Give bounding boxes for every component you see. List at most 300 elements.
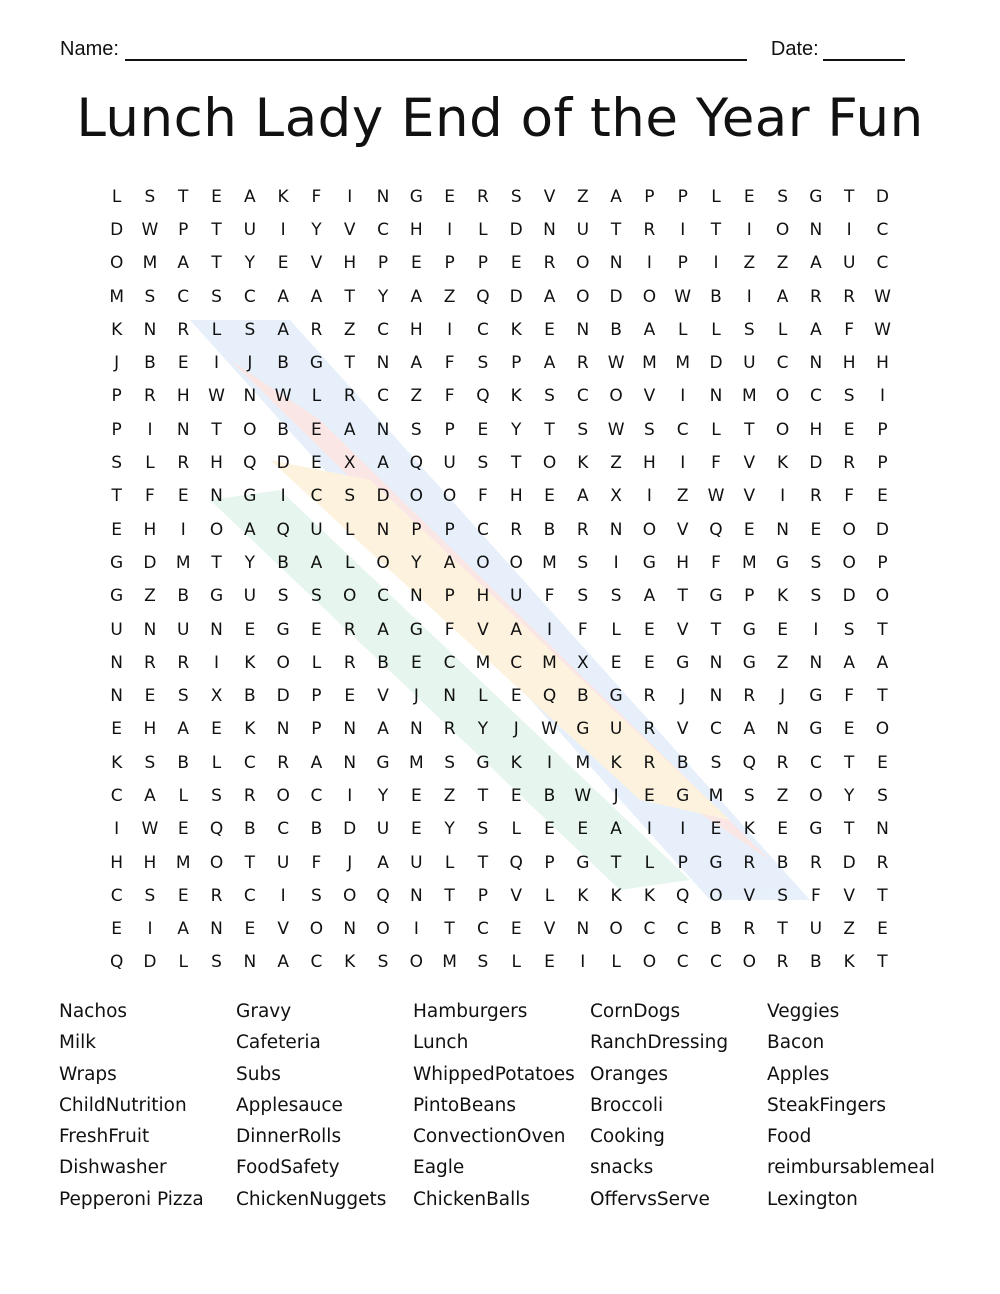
grid-letter[interactable]: C bbox=[510, 652, 523, 673]
grid-letter[interactable]: V bbox=[543, 919, 556, 940]
grid-letter[interactable]: E bbox=[510, 686, 522, 707]
grid-letter[interactable]: S bbox=[743, 319, 755, 340]
grid-letter[interactable]: L bbox=[544, 885, 555, 906]
grid-letter[interactable]: R bbox=[776, 752, 789, 773]
grid-letter[interactable]: I bbox=[746, 286, 752, 307]
grid-letter[interactable]: I bbox=[447, 319, 453, 340]
grid-letter[interactable]: D bbox=[276, 453, 290, 474]
grid-letter[interactable]: K bbox=[743, 819, 755, 840]
grid-letter[interactable]: C bbox=[710, 719, 722, 740]
grid-letter[interactable]: G bbox=[110, 552, 124, 573]
grid-letter[interactable]: G bbox=[709, 586, 723, 607]
grid-letter[interactable]: S bbox=[277, 586, 289, 607]
grid-letter[interactable]: N bbox=[409, 586, 423, 607]
grid-letter[interactable]: C bbox=[876, 219, 889, 240]
grid-letter[interactable]: C bbox=[377, 586, 389, 607]
grid-letter[interactable]: S bbox=[510, 186, 522, 207]
grid-letter[interactable]: C bbox=[476, 519, 489, 540]
grid-letter[interactable]: T bbox=[178, 186, 189, 207]
grid-letter[interactable]: D bbox=[609, 286, 623, 307]
grid-letter[interactable]: S bbox=[311, 586, 322, 607]
grid-letter[interactable]: N bbox=[709, 686, 723, 707]
grid-letter[interactable]: Y bbox=[411, 552, 422, 573]
grid-letter[interactable]: R bbox=[177, 319, 190, 340]
grid-letter[interactable]: E bbox=[877, 486, 888, 507]
grid-letter[interactable]: I bbox=[413, 919, 419, 940]
grid-letter[interactable]: K bbox=[344, 952, 356, 973]
grid-letter[interactable]: B bbox=[277, 552, 289, 573]
grid-letter[interactable]: O bbox=[476, 552, 490, 573]
grid-letter[interactable]: O bbox=[875, 586, 890, 607]
grid-letter[interactable]: U bbox=[276, 852, 290, 873]
grid-letter[interactable]: Z bbox=[443, 785, 456, 806]
grid-letter[interactable]: L bbox=[311, 652, 322, 673]
grid-letter[interactable]: I bbox=[680, 453, 686, 474]
grid-letter[interactable]: L bbox=[311, 386, 322, 407]
grid-letter[interactable]: V bbox=[743, 486, 756, 507]
grid-letter[interactable]: F bbox=[478, 486, 488, 507]
grid-letter[interactable]: R bbox=[177, 453, 190, 474]
grid-letter[interactable]: O bbox=[609, 919, 623, 940]
grid-letter[interactable]: F bbox=[311, 852, 322, 873]
grid-letter[interactable]: O bbox=[276, 652, 290, 673]
grid-letter[interactable]: J bbox=[347, 852, 353, 873]
grid-letter[interactable]: O bbox=[709, 885, 723, 906]
grid-letter[interactable]: C bbox=[377, 386, 389, 407]
grid-letter[interactable]: M bbox=[408, 752, 424, 773]
grid-letter[interactable]: E bbox=[877, 752, 888, 773]
grid-letter[interactable]: I bbox=[646, 819, 652, 840]
grid-letter[interactable]: J bbox=[780, 686, 786, 707]
grid-letter[interactable]: E bbox=[743, 519, 755, 540]
grid-letter[interactable]: L bbox=[178, 952, 188, 973]
grid-letter[interactable]: O bbox=[309, 919, 324, 940]
grid-letter[interactable]: E bbox=[111, 719, 123, 740]
grid-letter[interactable]: E bbox=[544, 819, 555, 840]
grid-letter[interactable]: S bbox=[477, 952, 489, 973]
grid-letter[interactable]: P bbox=[677, 186, 688, 207]
grid-letter[interactable]: K bbox=[777, 586, 789, 607]
grid-letter[interactable]: C bbox=[710, 952, 722, 973]
grid-letter[interactable]: Z bbox=[843, 919, 855, 940]
grid-letter[interactable]: E bbox=[777, 819, 788, 840]
grid-letter[interactable]: E bbox=[610, 652, 622, 673]
grid-letter[interactable]: B bbox=[277, 353, 289, 374]
grid-letter[interactable]: O bbox=[576, 286, 590, 307]
grid-letter[interactable]: H bbox=[509, 486, 523, 507]
grid-letter[interactable]: O bbox=[442, 486, 457, 507]
grid-letter[interactable]: R bbox=[477, 186, 489, 207]
grid-letter[interactable]: V bbox=[676, 719, 689, 740]
grid-letter[interactable]: E bbox=[311, 453, 322, 474]
grid-letter[interactable]: L bbox=[444, 852, 455, 873]
grid-letter[interactable]: K bbox=[277, 186, 289, 207]
grid-letter[interactable]: M bbox=[575, 752, 591, 773]
grid-letter[interactable]: R bbox=[643, 719, 656, 740]
grid-letter[interactable]: Q bbox=[542, 686, 557, 707]
grid-letter[interactable]: A bbox=[776, 286, 789, 307]
grid-letter[interactable]: T bbox=[444, 919, 455, 940]
grid-letter[interactable]: S bbox=[344, 486, 356, 507]
grid-letter[interactable]: J bbox=[413, 686, 419, 707]
grid-letter[interactable]: Q bbox=[376, 885, 390, 906]
grid-letter[interactable]: N bbox=[210, 486, 223, 507]
grid-letter[interactable]: K bbox=[777, 453, 789, 474]
grid-letter[interactable]: A bbox=[576, 486, 589, 507]
grid-letter[interactable]: S bbox=[644, 419, 655, 440]
grid-letter[interactable]: O bbox=[209, 519, 224, 540]
grid-letter[interactable]: A bbox=[510, 619, 523, 640]
grid-letter[interactable]: P bbox=[677, 253, 688, 274]
grid-letter[interactable]: I bbox=[147, 419, 153, 440]
grid-letter[interactable]: H bbox=[409, 319, 423, 340]
grid-letter[interactable]: E bbox=[877, 919, 888, 940]
grid-letter[interactable]: N bbox=[376, 186, 390, 207]
grid-letter[interactable]: O bbox=[842, 552, 856, 573]
grid-letter[interactable]: P bbox=[877, 552, 888, 573]
grid-letter[interactable]: G bbox=[409, 186, 423, 207]
grid-letter[interactable]: B bbox=[610, 319, 622, 340]
grid-letter[interactable]: E bbox=[843, 719, 855, 740]
grid-letter[interactable]: A bbox=[277, 952, 289, 973]
grid-letter[interactable]: R bbox=[310, 319, 323, 340]
grid-letter[interactable]: N bbox=[709, 652, 723, 673]
grid-letter[interactable]: J bbox=[247, 353, 253, 374]
grid-letter[interactable]: E bbox=[477, 419, 489, 440]
grid-letter[interactable]: H bbox=[643, 453, 656, 474]
grid-letter[interactable]: D bbox=[110, 219, 124, 240]
grid-letter[interactable]: I bbox=[280, 219, 286, 240]
grid-letter[interactable]: E bbox=[510, 253, 522, 274]
grid-letter[interactable]: E bbox=[644, 652, 655, 673]
grid-letter[interactable]: Y bbox=[843, 785, 855, 806]
grid-letter[interactable]: A bbox=[410, 353, 423, 374]
grid-letter[interactable]: E bbox=[177, 486, 189, 507]
grid-letter[interactable]: S bbox=[877, 785, 888, 806]
grid-letter[interactable]: K bbox=[610, 752, 622, 773]
grid-letter[interactable]: Q bbox=[243, 453, 257, 474]
grid-letter[interactable]: S bbox=[410, 419, 422, 440]
grid-letter[interactable]: F bbox=[711, 453, 721, 474]
grid-letter[interactable]: K bbox=[577, 453, 589, 474]
grid-letter[interactable]: S bbox=[843, 386, 855, 407]
grid-letter[interactable]: R bbox=[843, 453, 856, 474]
grid-letter[interactable]: R bbox=[576, 353, 589, 374]
grid-letter[interactable]: P bbox=[744, 586, 755, 607]
grid-letter[interactable]: C bbox=[243, 286, 256, 307]
grid-letter[interactable]: A bbox=[144, 785, 156, 806]
grid-letter[interactable]: A bbox=[177, 719, 190, 740]
grid-letter[interactable]: Y bbox=[244, 253, 256, 274]
name-field[interactable] bbox=[125, 39, 747, 61]
grid-letter[interactable]: F bbox=[145, 486, 155, 507]
grid-letter[interactable]: R bbox=[843, 286, 856, 307]
grid-letter[interactable]: O bbox=[376, 552, 390, 573]
grid-letter[interactable]: W bbox=[607, 353, 625, 374]
grid-letter[interactable]: A bbox=[377, 453, 389, 474]
grid-letter[interactable]: N bbox=[776, 519, 789, 540]
grid-letter[interactable]: C bbox=[377, 319, 389, 340]
grid-letter[interactable]: Y bbox=[377, 785, 389, 806]
grid-letter[interactable]: P bbox=[444, 586, 455, 607]
grid-letter[interactable]: E bbox=[510, 919, 522, 940]
grid-letter[interactable]: N bbox=[376, 353, 390, 374]
grid-letter[interactable]: O bbox=[842, 519, 856, 540]
grid-letter[interactable]: I bbox=[780, 486, 786, 507]
grid-letter[interactable]: S bbox=[211, 286, 222, 307]
grid-letter[interactable]: B bbox=[177, 752, 190, 773]
grid-letter[interactable]: I bbox=[214, 652, 220, 673]
grid-letter[interactable]: S bbox=[444, 752, 456, 773]
grid-letter[interactable]: R bbox=[177, 652, 190, 673]
grid-letter[interactable]: R bbox=[876, 852, 889, 873]
grid-letter[interactable]: M bbox=[741, 386, 757, 407]
grid-letter[interactable]: L bbox=[644, 852, 655, 873]
grid-letter[interactable]: E bbox=[244, 619, 256, 640]
grid-letter[interactable]: C bbox=[243, 752, 256, 773]
grid-letter[interactable]: S bbox=[244, 319, 256, 340]
grid-letter[interactable]: E bbox=[777, 619, 788, 640]
grid-letter[interactable]: G bbox=[676, 785, 690, 806]
grid-letter[interactable]: T bbox=[444, 885, 455, 906]
grid-letter[interactable]: C bbox=[443, 652, 456, 673]
grid-letter[interactable]: X bbox=[610, 486, 622, 507]
grid-letter[interactable]: G bbox=[309, 353, 324, 374]
grid-letter[interactable]: B bbox=[710, 919, 722, 940]
grid-letter[interactable]: I bbox=[447, 219, 453, 240]
grid-letter[interactable]: E bbox=[111, 919, 123, 940]
grid-letter[interactable]: E bbox=[544, 486, 555, 507]
grid-letter[interactable]: C bbox=[310, 785, 323, 806]
grid-letter[interactable]: T bbox=[211, 219, 222, 240]
grid-letter[interactable]: S bbox=[477, 353, 489, 374]
grid-letter[interactable]: C bbox=[310, 486, 323, 507]
grid-letter[interactable]: L bbox=[711, 186, 721, 207]
grid-letter[interactable]: U bbox=[743, 353, 756, 374]
grid-letter[interactable]: T bbox=[877, 619, 888, 640]
grid-letter[interactable]: A bbox=[810, 319, 822, 340]
grid-letter[interactable]: M bbox=[175, 552, 191, 573]
grid-letter[interactable]: U bbox=[509, 586, 523, 607]
grid-letter[interactable]: C bbox=[476, 919, 489, 940]
grid-letter[interactable]: S bbox=[577, 586, 589, 607]
grid-letter[interactable]: K bbox=[577, 885, 589, 906]
grid-letter[interactable]: R bbox=[809, 286, 822, 307]
grid-letter[interactable]: N bbox=[609, 519, 623, 540]
grid-letter[interactable]: T bbox=[843, 819, 855, 840]
grid-letter[interactable]: F bbox=[444, 619, 455, 640]
grid-letter[interactable]: B bbox=[277, 419, 289, 440]
grid-letter[interactable]: K bbox=[244, 719, 256, 740]
grid-letter[interactable]: I bbox=[580, 952, 586, 973]
grid-letter[interactable]: P bbox=[677, 852, 688, 873]
grid-letter[interactable]: B bbox=[776, 852, 789, 873]
grid-letter[interactable]: D bbox=[143, 552, 157, 573]
grid-letter[interactable]: I bbox=[547, 752, 553, 773]
grid-letter[interactable]: L bbox=[478, 219, 488, 240]
grid-letter[interactable]: O bbox=[742, 952, 756, 973]
grid-letter[interactable]: E bbox=[177, 819, 189, 840]
grid-letter[interactable]: G bbox=[476, 752, 490, 773]
grid-letter[interactable]: G bbox=[576, 852, 590, 873]
grid-letter[interactable]: I bbox=[214, 353, 220, 374]
date-field[interactable] bbox=[823, 39, 905, 61]
grid-letter[interactable]: E bbox=[410, 253, 422, 274]
grid-letter[interactable]: G bbox=[409, 619, 423, 640]
grid-letter[interactable]: S bbox=[211, 952, 222, 973]
grid-letter[interactable]: E bbox=[544, 319, 555, 340]
grid-letter[interactable]: V bbox=[676, 619, 689, 640]
grid-letter[interactable]: R bbox=[743, 919, 756, 940]
grid-letter[interactable]: C bbox=[809, 386, 822, 407]
grid-letter[interactable]: V bbox=[343, 219, 356, 240]
grid-letter[interactable]: D bbox=[875, 519, 890, 540]
grid-letter[interactable]: V bbox=[310, 253, 323, 274]
grid-letter[interactable]: E bbox=[344, 686, 356, 707]
grid-letter[interactable]: K bbox=[643, 885, 655, 906]
grid-letter[interactable]: A bbox=[177, 919, 190, 940]
grid-letter[interactable]: E bbox=[644, 785, 655, 806]
grid-letter[interactable]: E bbox=[843, 419, 855, 440]
grid-letter[interactable]: B bbox=[177, 586, 190, 607]
grid-letter[interactable]: W bbox=[874, 286, 891, 307]
grid-letter[interactable]: R bbox=[809, 486, 822, 507]
grid-letter[interactable]: F bbox=[444, 353, 455, 374]
grid-letter[interactable]: K bbox=[510, 386, 522, 407]
grid-letter[interactable]: I bbox=[347, 186, 353, 207]
grid-letter[interactable]: L bbox=[711, 319, 721, 340]
grid-letter[interactable]: I bbox=[114, 819, 120, 840]
grid-letter[interactable]: P bbox=[311, 719, 322, 740]
grid-letter[interactable]: V bbox=[510, 885, 523, 906]
grid-letter[interactable]: S bbox=[477, 819, 489, 840]
grid-letter[interactable]: R bbox=[643, 752, 656, 773]
grid-letter[interactable]: X bbox=[210, 686, 223, 707]
grid-letter[interactable]: R bbox=[743, 686, 756, 707]
grid-letter[interactable]: Q bbox=[276, 519, 290, 540]
grid-letter[interactable]: Z bbox=[144, 586, 156, 607]
grid-letter[interactable]: H bbox=[476, 586, 490, 607]
grid-letter[interactable]: G bbox=[775, 552, 790, 573]
grid-letter[interactable]: R bbox=[543, 253, 556, 274]
grid-letter[interactable]: T bbox=[477, 852, 489, 873]
grid-letter[interactable]: G bbox=[376, 752, 390, 773]
grid-letter[interactable]: H bbox=[842, 353, 856, 374]
grid-letter[interactable]: T bbox=[211, 419, 222, 440]
grid-letter[interactable]: O bbox=[409, 486, 424, 507]
grid-letter[interactable]: Q bbox=[509, 852, 523, 873]
grid-letter[interactable]: A bbox=[643, 586, 656, 607]
grid-letter[interactable]: A bbox=[310, 286, 323, 307]
grid-letter[interactable]: R bbox=[343, 652, 356, 673]
grid-letter[interactable]: P bbox=[178, 219, 189, 240]
grid-letter[interactable]: T bbox=[544, 419, 555, 440]
grid-letter[interactable]: Z bbox=[410, 386, 423, 407]
grid-letter[interactable]: A bbox=[277, 319, 289, 340]
grid-letter[interactable]: O bbox=[609, 386, 623, 407]
grid-letter[interactable]: Q bbox=[709, 519, 723, 540]
grid-letter[interactable]: N bbox=[543, 219, 556, 240]
grid-letter[interactable]: L bbox=[478, 686, 488, 707]
grid-letter[interactable]: R bbox=[510, 519, 523, 540]
grid-letter[interactable]: I bbox=[613, 552, 619, 573]
grid-letter[interactable]: H bbox=[210, 453, 223, 474]
grid-letter[interactable]: S bbox=[111, 453, 123, 474]
grid-letter[interactable]: I bbox=[879, 386, 885, 407]
grid-letter[interactable]: E bbox=[311, 419, 322, 440]
grid-letter[interactable]: K bbox=[610, 885, 622, 906]
grid-letter[interactable]: N bbox=[210, 619, 223, 640]
grid-letter[interactable]: E bbox=[410, 652, 422, 673]
grid-letter[interactable]: A bbox=[377, 852, 389, 873]
grid-letter[interactable]: P bbox=[877, 453, 888, 474]
grid-letter[interactable]: V bbox=[477, 619, 489, 640]
grid-letter[interactable]: P bbox=[444, 519, 455, 540]
grid-letter[interactable]: E bbox=[410, 785, 422, 806]
grid-letter[interactable]: H bbox=[143, 519, 157, 540]
grid-letter[interactable]: D bbox=[276, 686, 290, 707]
grid-letter[interactable]: S bbox=[777, 186, 788, 207]
grid-letter[interactable]: I bbox=[713, 253, 719, 274]
grid-letter[interactable]: C bbox=[476, 319, 489, 340]
grid-letter[interactable]: B bbox=[543, 519, 556, 540]
grid-letter[interactable]: D bbox=[376, 486, 390, 507]
grid-letter[interactable]: O bbox=[376, 919, 390, 940]
grid-letter[interactable]: J bbox=[114, 353, 120, 374]
grid-letter[interactable]: D bbox=[143, 952, 157, 973]
grid-letter[interactable]: R bbox=[809, 852, 822, 873]
grid-letter[interactable]: N bbox=[243, 386, 257, 407]
grid-letter[interactable]: N bbox=[110, 652, 123, 673]
grid-letter[interactable]: U bbox=[177, 619, 190, 640]
grid-letter[interactable]: H bbox=[143, 852, 157, 873]
grid-letter[interactable]: I bbox=[147, 919, 153, 940]
grid-letter[interactable]: Z bbox=[776, 652, 789, 673]
grid-letter[interactable]: N bbox=[576, 919, 590, 940]
grid-letter[interactable]: Q bbox=[742, 752, 756, 773]
grid-letter[interactable]: T bbox=[744, 419, 755, 440]
grid-letter[interactable]: M bbox=[442, 952, 457, 973]
grid-letter[interactable]: U bbox=[576, 219, 590, 240]
grid-letter[interactable]: K bbox=[843, 952, 855, 973]
grid-letter[interactable]: L bbox=[611, 619, 621, 640]
grid-letter[interactable]: P bbox=[111, 386, 122, 407]
grid-letter[interactable]: L bbox=[511, 819, 521, 840]
grid-letter[interactable]: C bbox=[676, 952, 689, 973]
grid-letter[interactable]: B bbox=[710, 286, 722, 307]
grid-letter[interactable]: R bbox=[743, 852, 756, 873]
grid-letter[interactable]: L bbox=[145, 453, 155, 474]
grid-letter[interactable]: O bbox=[642, 519, 657, 540]
grid-letter[interactable]: S bbox=[610, 586, 622, 607]
grid-letter[interactable]: W bbox=[208, 386, 225, 407]
grid-letter[interactable]: S bbox=[144, 752, 156, 773]
grid-letter[interactable]: G bbox=[609, 686, 623, 707]
grid-letter[interactable]: N bbox=[409, 719, 423, 740]
grid-letter[interactable]: C bbox=[876, 253, 889, 274]
grid-letter[interactable]: C bbox=[776, 353, 789, 374]
grid-letter[interactable]: A bbox=[543, 353, 556, 374]
grid-letter[interactable]: N bbox=[343, 919, 357, 940]
grid-letter[interactable]: S bbox=[577, 552, 589, 573]
grid-letter[interactable]: C bbox=[809, 752, 822, 773]
grid-letter[interactable]: N bbox=[210, 919, 223, 940]
grid-letter[interactable]: Q bbox=[476, 386, 490, 407]
grid-letter[interactable]: I bbox=[646, 486, 652, 507]
grid-letter[interactable]: G bbox=[809, 186, 823, 207]
grid-letter[interactable]: S bbox=[810, 552, 822, 573]
grid-letter[interactable]: I bbox=[180, 519, 186, 540]
